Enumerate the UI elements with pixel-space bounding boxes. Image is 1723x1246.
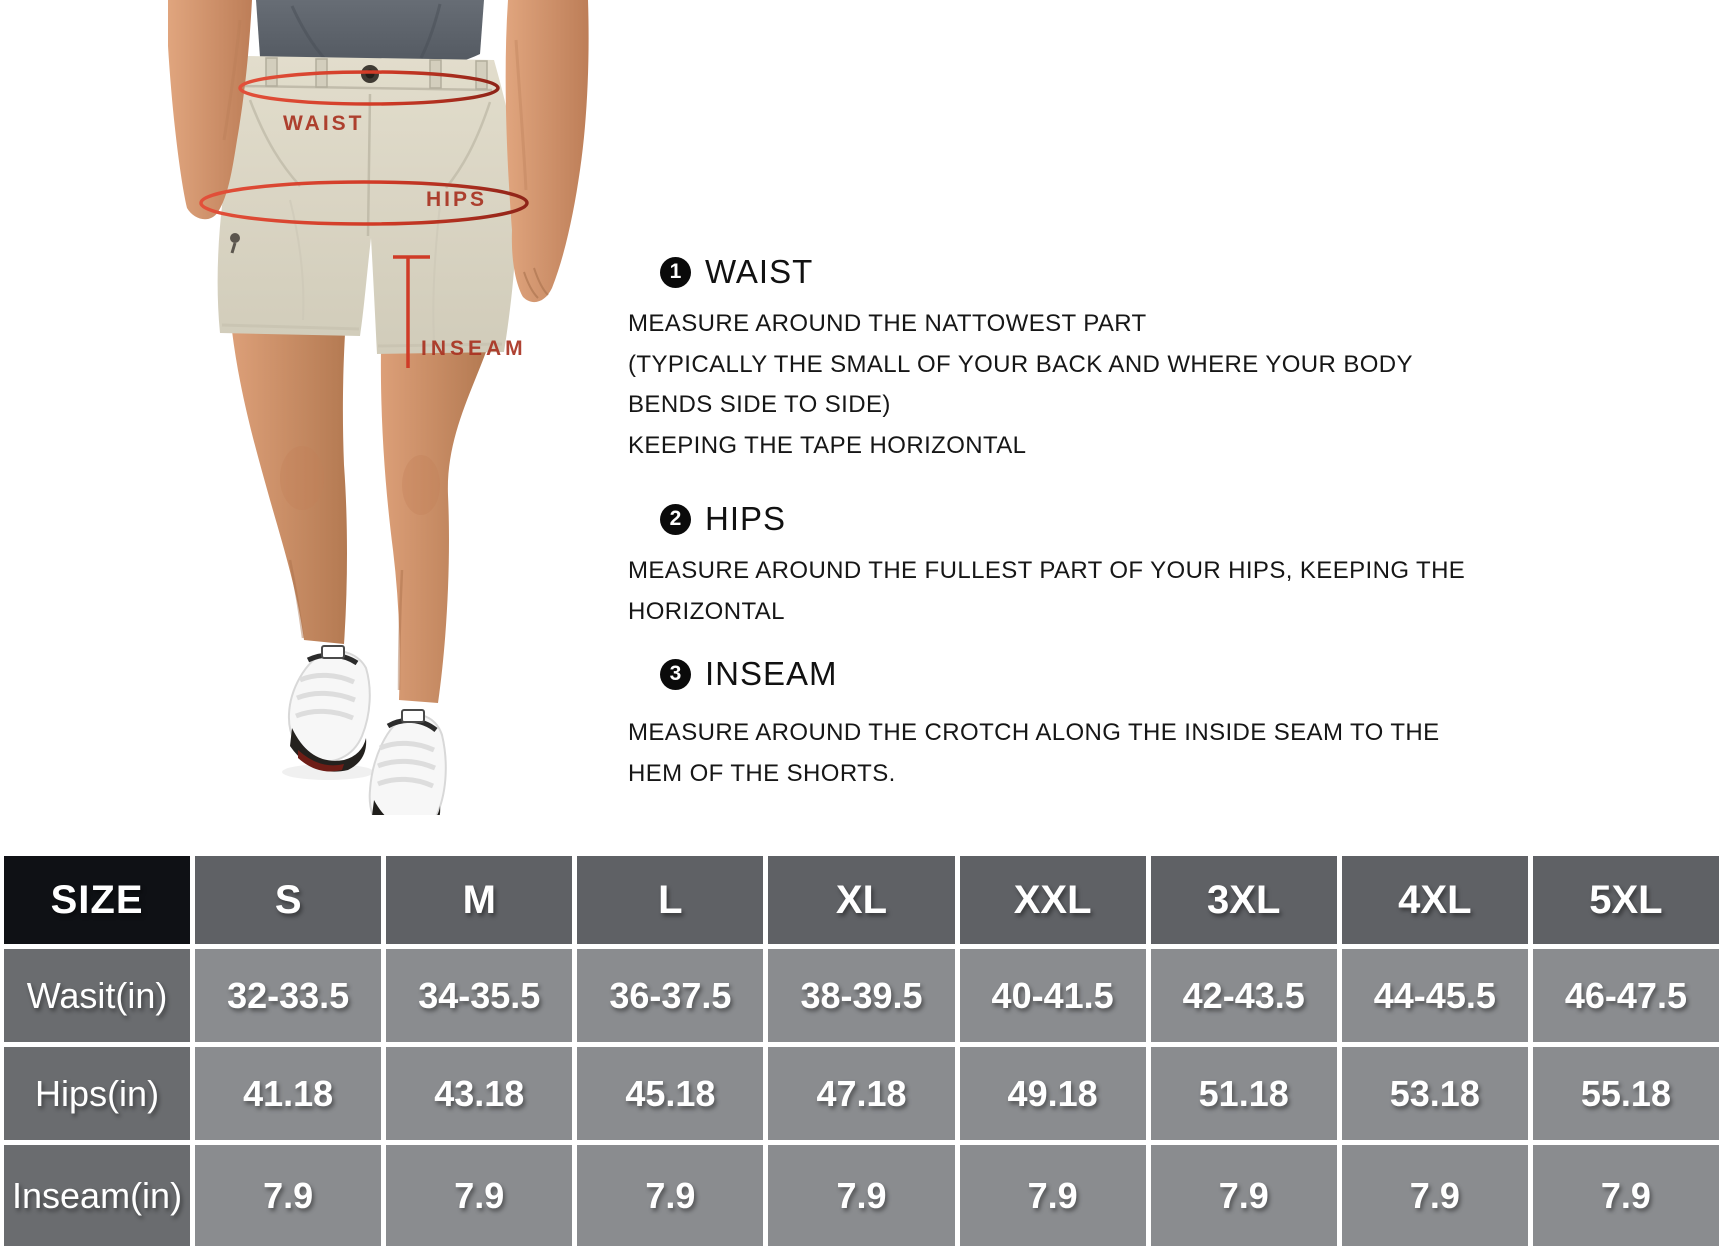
hips-value: 55.18	[1533, 1047, 1719, 1140]
waist-value: 34-35.5	[386, 949, 572, 1042]
instruction-line: (TYPICALLY THE SMALL OF YOUR BACK AND WHERE YOUR BODY	[628, 350, 1413, 378]
size-chart-table	[0, 853, 1723, 1246]
left-shoe	[289, 646, 370, 772]
col-header-5xl: 5XL	[1533, 856, 1719, 944]
model-illustration	[140, 0, 600, 815]
waist-value: 32-33.5	[195, 949, 381, 1042]
col-header-4xl: 4XL	[1342, 856, 1528, 944]
waist-value: 40-41.5	[960, 949, 1146, 1042]
instruction-hips-title: HIPS	[705, 500, 787, 537]
row-label-hips: Hips(in)	[4, 1047, 190, 1140]
hips-value: 49.18	[960, 1047, 1146, 1140]
instruction-line: MEASURE AROUND THE NATTOWEST PART	[628, 310, 1147, 337]
right-shoe	[370, 710, 446, 815]
waist-annotation-label: WAIST	[283, 112, 365, 135]
hips-value: 41.18	[195, 1047, 381, 1140]
hips-value: 43.18	[386, 1047, 572, 1140]
instruction-waist-title: WAIST	[705, 253, 814, 290]
inseam-value: 7.9	[960, 1145, 1146, 1246]
zipper-pull	[230, 233, 240, 243]
row-label-waist: Wasit(in)	[4, 949, 190, 1042]
instruction-line: MEASURE AROUND THE FULLEST PART OF YOUR HIPS, KEEPING THE	[628, 557, 1466, 584]
instruction-line: HORIZONTAL	[628, 597, 785, 625]
waist-value: 38-39.5	[768, 949, 954, 1042]
step-3-badge-icon: 3	[660, 659, 691, 690]
inseam-value: 7.9	[1342, 1145, 1528, 1246]
step-1-badge-icon: 1	[660, 257, 691, 288]
hips-value: 51.18	[1151, 1047, 1337, 1140]
waist-value: 44-45.5	[1342, 949, 1528, 1042]
inseam-value: 7.9	[1533, 1145, 1719, 1246]
waist-value: 36-37.5	[577, 949, 763, 1042]
col-header-xl: XL	[768, 856, 954, 944]
size-table-corner: SIZE	[4, 856, 190, 944]
instruction-inseam	[628, 655, 1440, 794]
instruction-line: MEASURE AROUND THE CROTCH ALONG THE INSIDE SEAM TO THE	[628, 719, 1440, 746]
waist-value: 42-43.5	[1151, 949, 1337, 1042]
instruction-line: HEM OF THE SHORTS.	[628, 759, 896, 787]
waist-value: 46-47.5	[1533, 949, 1719, 1042]
instruction-line: BENDS SIDE TO SIDE)	[628, 391, 891, 418]
step-2-badge-icon: 2	[660, 504, 691, 535]
instruction-line: KEEPING THE TAPE HORIZONTAL	[628, 431, 1027, 459]
inseam-value: 7.9	[195, 1145, 381, 1246]
col-header-s: S	[195, 856, 381, 944]
hips-value: 45.18	[577, 1047, 763, 1140]
legs	[232, 331, 486, 703]
hips-annotation-label: HIPS	[426, 188, 488, 211]
model-photo	[140, 0, 600, 815]
row-label-inseam: Inseam(in)	[4, 1145, 190, 1246]
hips-value: 53.18	[1342, 1047, 1528, 1140]
col-header-l: L	[577, 856, 763, 944]
hips-value: 47.18	[768, 1047, 954, 1140]
inseam-value: 7.9	[386, 1145, 572, 1246]
col-header-m: M	[386, 856, 572, 944]
inseam-annotation-label: INSEAM	[421, 337, 527, 360]
instruction-waist	[628, 253, 1413, 466]
instruction-hips	[628, 500, 1465, 632]
inseam-value: 7.9	[577, 1145, 763, 1246]
col-header-xxl: XXL	[960, 856, 1146, 944]
instruction-inseam-title: INSEAM	[705, 655, 838, 692]
inseam-value: 7.9	[1151, 1145, 1337, 1246]
col-header-3xl: 3XL	[1151, 856, 1337, 944]
inseam-value: 7.9	[768, 1145, 954, 1246]
